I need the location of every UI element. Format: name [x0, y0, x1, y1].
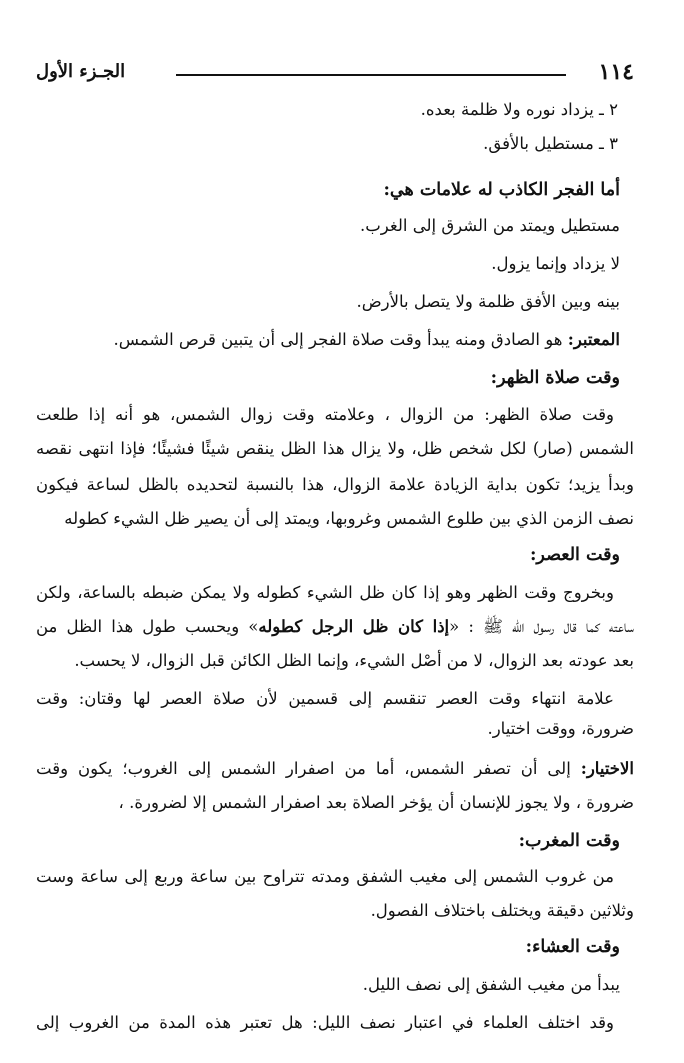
text-line: ٣ ـ مستطيل بالأفق.	[483, 134, 618, 153]
text-segment: » ويحسب طول هذا الظل من	[36, 617, 259, 636]
page-header	[36, 58, 634, 88]
section-heading: وقت المغرب:	[518, 831, 620, 851]
text-line: الشمس (صار) لكل شخص ظل، ولا يزال هذا الظل ينقص شيئًا فشيئًا؛ فإذا انتهى نقصه	[36, 439, 634, 458]
text-line: لا يزداد وإنما يزول.	[491, 254, 620, 273]
section-heading: أما الفجر الكاذب له علامات هي:	[383, 180, 620, 200]
term-label: المعتبر:	[567, 330, 620, 349]
text-line: وثلاثين دقيقة ويختلف باختلاف الفصول.	[370, 901, 634, 920]
section-heading: وقت صلاة الظهر:	[490, 368, 620, 388]
text-line: وقد اختلف العلماء في اعتبار نصف الليل: هل تعتبر هذه المدة من الغروب إلى	[36, 1013, 614, 1032]
text-line: ٢ ـ يزداد نوره ولا ظلمة بعده.	[420, 100, 618, 119]
text-line: بعد عودته بعد الزوال، لا من أصْل الشيء، وإنما الظل الكائن قبل الزوال، لا يحسب.	[74, 651, 634, 670]
header-rule	[176, 74, 566, 76]
text-line: وبخروج وقت الظهر وهو إذا كان ظل الشيء كطوله ولا يمكن ضبطه بالساعة، ولكن	[36, 583, 614, 602]
text-line	[36, 327, 620, 353]
page-number: ١١٤	[598, 59, 634, 85]
text-line: علامة انتهاء وقت العصر تنقسم إلى قسمين لأن صلاة العصر لها وقتان: وقت	[36, 689, 614, 708]
section-heading: وقت العصر:	[529, 545, 620, 565]
term-text: هو الصادق ومنه يبدأ وقت صلاة الفجر إلى أن يتبين قرص الشمس.	[113, 330, 568, 349]
text-line: نصف الزمن الذي بين طلوع الشمس وغروبها، ويمتد إلى أن يصير ظل الشيء كطوله	[64, 509, 634, 528]
text-segment: ساعته كما قال رسول الله ﷺ : «	[449, 617, 634, 636]
term-text: إلى أن تصفر الشمس، أما من اصفرار الشمس إلى الغروب؛ يكون وقت	[36, 759, 581, 778]
text-line: مستطيل ويمتد من الشرق إلى الغرب.	[360, 216, 620, 235]
part-title: الجـزء الأول	[36, 61, 126, 82]
term-label: الاختيار:	[580, 759, 634, 778]
text-line	[36, 756, 634, 782]
text-line: من غروب الشمس إلى مغيب الشفق ومدته تتراوح بين ساعة وربع إلى ساعة وست	[36, 867, 614, 886]
text-line: ضرورة ، ولا يجوز للإنسان أن يؤخر الصلاة بعد اصفرار الشمس إلا لضرورة. ،	[118, 793, 634, 812]
text-line: وبدأ يزيد؛ تكون بداية الزيادة علامة الزوال، هذا بالنسبة لتحديده بالظل لساعة فيكون	[36, 475, 634, 494]
hadith-quote: إذا كان ظل الرجل كطوله	[258, 617, 450, 636]
text-line: بينه وبين الأفق ظلمة ولا يتصل بالأرض.	[356, 292, 620, 311]
text-line: وقت صلاة الظهر: من الزوال ، وعلامته وقت زوال الشمس، هو أنه إذا طلعت	[36, 405, 614, 424]
text-line: ضرورة، ووقت اختيار.	[487, 719, 634, 738]
section-heading: وقت العشاء:	[525, 937, 620, 957]
text-line: يبدأ من مغيب الشفق إلى نصف الليل.	[362, 975, 620, 994]
text-line	[36, 614, 634, 640]
